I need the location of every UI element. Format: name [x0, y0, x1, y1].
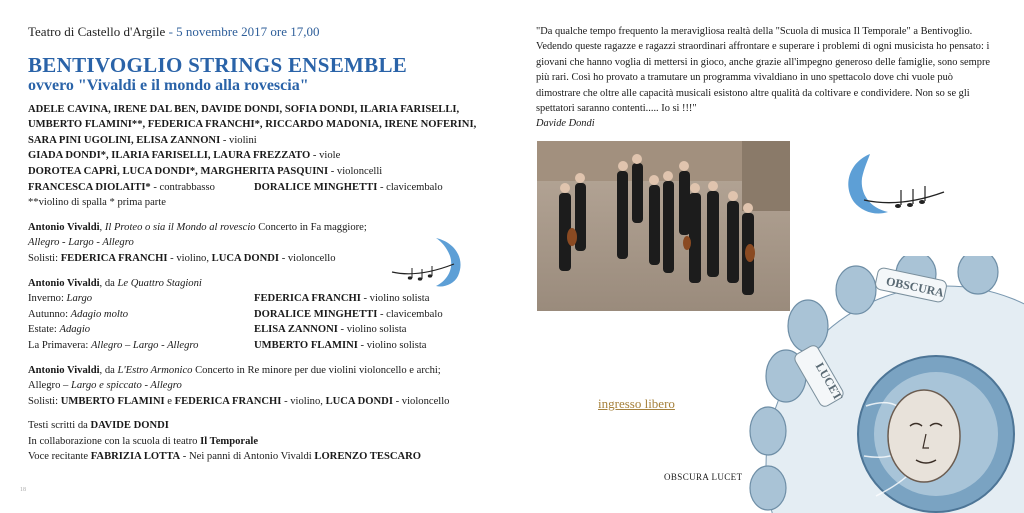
season-performer: ELISA ZANNONI: [254, 324, 338, 336]
season-label: Autunno:: [28, 308, 71, 320]
soloist-name: LUCA DONDI: [211, 252, 280, 264]
movements: Allegro - Largo - Allegro: [28, 237, 134, 249]
piece-desc: Concerto in Re minore per due violini violoncello e archi;: [192, 364, 441, 376]
soloists-label: Solisti:: [28, 252, 61, 264]
piece-prefix: , da: [99, 364, 118, 376]
soloist-name: FEDERICA FRANCHI: [174, 395, 282, 407]
season-movement: Allegro – Largo - Allegro: [90, 339, 199, 351]
season-role: - violino solista: [357, 339, 427, 351]
cast-note: **violino di spalla * prima parte: [28, 197, 166, 209]
venue-name: Teatro di Castello d'Argile: [28, 24, 166, 39]
cast-list: [28, 102, 498, 211]
rose-left-text: LUCET: [812, 359, 846, 403]
piece-prefix: , da: [99, 277, 118, 289]
moon-music-emblem-icon: [840, 150, 950, 226]
movement-a: Allegro –: [28, 380, 71, 392]
season-movement: Adagio: [59, 324, 91, 336]
soloist-role: - violoncello: [392, 395, 450, 407]
movement-b: Largo e spiccato: [70, 380, 142, 392]
soloist-and: e: [164, 395, 175, 407]
season-performer: UMBERTO FLAMINI: [254, 339, 358, 351]
season-movement: Adagio molto: [70, 308, 129, 320]
soloist-role: - violino,: [167, 252, 212, 264]
piece-estro-armonico: [28, 363, 498, 410]
right-page-text: [536, 24, 998, 132]
season-row: [28, 322, 498, 338]
clavicembalo-role: - clavicembalo: [377, 181, 443, 193]
composer: Antonio Vivaldi: [28, 364, 100, 376]
violini-names: ADELE CAVINA, IRENE DAL BEN, DAVIDE DONDI, SOFIA DONDI, ILARIA FARISELLI, UMBERTO FLAMINI**, FEDERICA FRANCHI*, RICCARDO MADONIA, IRENE NOFERINI, SARA PINI UGOLINI, ELISA ZANNONI: [28, 103, 477, 146]
soloists-label: Solisti:: [28, 395, 61, 407]
viole-names: GIADA DONDI*, ILARIA FARISELLI, LAURA FREZZATO: [28, 150, 311, 162]
ensemble-title: BENTIVOGLIO STRINGS ENSEMBLE: [28, 52, 408, 77]
season-movement: Largo: [66, 293, 93, 305]
vivaldi-name: LORENZO TESCARO: [314, 451, 422, 463]
vivaldi-label: - Nei panni di Antonio Vivaldi: [180, 451, 315, 463]
show-subtitle: ovvero "Vivaldi e il mondo alla rovescia": [28, 76, 309, 94]
contrabbasso-name: FRANCESCA DIOLAITI*: [28, 181, 151, 193]
director-quote: "Da qualche tempo frequento la meravigliosa realtà della "Scuola di musica Il Temporale" a Bentivoglio. Vedendo queste ragazze e ragazzi straordinari affrontare e superare i problemi di ogni musicista ho pensato: i giovani che hanno voglia di mettersi in gioco, anche grazie all'impegno generoso delle famiglie, sono sempre più rari. Così ho provato a tramutare un programma vivaldiano in uno spettacolo dove chi vuole può dimostrare che oltre alle capacità musicali esistono altre qualità da coltivare e condividere. Non so se gli spettatori saranno contenti..... Io si !!!": [536, 26, 991, 115]
soloist-name: FEDERICA FRANCHI: [60, 252, 168, 264]
season-label: Inverno:: [28, 293, 67, 305]
piece-desc: Concerto in Fa maggiore;: [255, 221, 367, 233]
rose-window-sun-illustration: [746, 256, 1024, 513]
piece-proteo: Antonio Vivaldi, Il Proteo o sia il Mondo al rovescio Concerto in Fa maggiore; Allegro - Largo - Allegro Solisti: FEDERICA FRANCHI - violino, LUCA DONDI - violoncello: [28, 220, 498, 267]
soloist-name: UMBERTO FLAMINI: [60, 395, 165, 407]
voice-label: Voce recitante: [28, 451, 91, 463]
violoncelli-role: - violoncelli: [328, 165, 383, 177]
free-entry-label: ingresso libero: [598, 396, 675, 411]
season-performer: DORALICE MINGHETTI: [254, 308, 378, 320]
event-date: - 5 novembre 2017 ore 17,00: [168, 24, 320, 39]
motto-caption: OBSCURA LUCET: [664, 472, 743, 482]
venue-line: [28, 24, 498, 40]
season-row: [28, 307, 498, 323]
season-row: [28, 291, 498, 307]
credits: [28, 418, 498, 465]
piece-title: L'Estro Armonico: [117, 364, 193, 376]
piece-title: Le Quattro Stagioni: [117, 277, 202, 289]
clavicembalo-name: DORALICE MINGHETTI: [254, 181, 378, 193]
collab-label: In collaborazione con la scuola di teatro: [28, 435, 201, 447]
season-role: - clavicembalo: [377, 308, 443, 320]
season-label: La Primavera:: [28, 339, 91, 351]
movement-c: - Allegro: [141, 380, 182, 392]
soloist-name: LUCA DONDI: [325, 395, 393, 407]
moon-music-emblem-icon: [388, 234, 468, 292]
rose-top-text: OBSCURA: [884, 273, 946, 300]
texts-author: DAVIDE DONDI: [90, 420, 169, 432]
composer: Antonio Vivaldi: [28, 277, 100, 289]
season-role: - violino solista: [337, 324, 407, 336]
season-role: - violino solista: [360, 293, 430, 305]
collab-school: Il Temporale: [200, 435, 259, 447]
violini-role: - violini: [220, 134, 257, 146]
season-row: [28, 338, 498, 354]
viole-role: - viole: [310, 150, 341, 162]
voice-name: FABRIZIA LOTTA: [90, 451, 181, 463]
contrabbasso-role: - contrabbasso: [150, 181, 215, 193]
season-label: Estate:: [28, 324, 60, 336]
soloist-role: - violino,: [281, 395, 326, 407]
violoncelli-names: DOROTEA CAPRÌ, LUCA DONDI*, MARGHERITA PASQUINI: [28, 165, 329, 177]
movements: [28, 378, 498, 394]
piece-title: Il Proteo o sia il Mondo al rovescio: [104, 221, 256, 233]
quote-author: Davide Dondi: [536, 118, 595, 130]
soloist-role: - violoncello: [279, 252, 336, 264]
page-number: 18: [20, 487, 26, 493]
texts-label: Testi scritti da: [28, 420, 91, 432]
composer: Antonio Vivaldi: [28, 221, 100, 233]
season-performer: FEDERICA FRANCHI: [254, 293, 361, 305]
